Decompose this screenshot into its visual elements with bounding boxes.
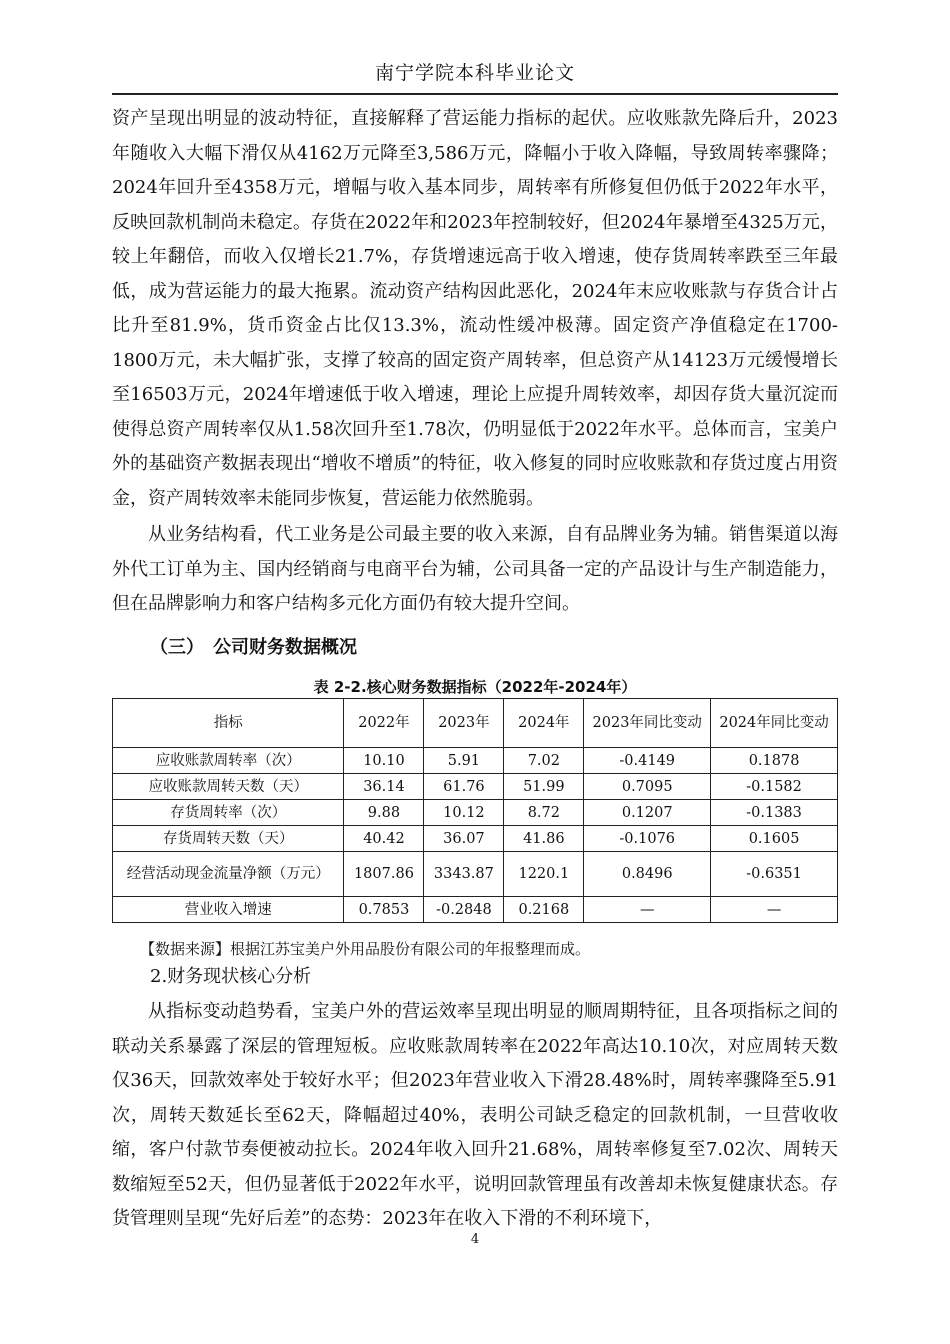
table-cell: 51.99 bbox=[504, 774, 584, 800]
table-caption: 表 2-2.核心财务数据指标（2022年-2024年） bbox=[313, 678, 637, 696]
table-cell: 0.1207 bbox=[584, 800, 711, 826]
section-heading: （三） 公司财务数据概况 bbox=[150, 637, 357, 658]
header-indicator: 指标 bbox=[113, 699, 344, 748]
table-cell: 36.14 bbox=[344, 774, 424, 800]
table-cell: -0.1383 bbox=[711, 800, 838, 826]
table-cell: 0.2168 bbox=[504, 897, 584, 923]
table-cell: -0.1582 bbox=[711, 774, 838, 800]
table-cell: -0.2848 bbox=[424, 897, 504, 923]
table-cell: 10.10 bbox=[344, 748, 424, 774]
table-cell: 0.7853 bbox=[344, 897, 424, 923]
table-row bbox=[113, 826, 838, 852]
page-header: 南宁学院本科毕业论文 bbox=[112, 58, 838, 95]
table-cell: -0.6351 bbox=[711, 852, 838, 897]
body-paragraph-3: 从指标变动趋势看，宝美户外的营运效率呈现出明显的顺周期特征，且各项指标之间的联动关系暴露了深层的管理短板。应收账款周转率在2022年高达10.10次，对应周转天数仅36天，回款效率处于较好水平；但2023年营业收入下滑28.48%时，周转率骤降至5.91次，周转天数延长至62天，降幅超过40%，表明公司缺乏稳定的回款机制，一旦营收收缩，客户付款节奏便被动拉长。2024年收入回升21.68%，周转率修复至7.02次、周转天数缩短至52天，但仍显著低于2022年水平，说明回款管理虽有改善却未恢复健康状态。存货管理则呈现“先好后差”的态势：2023年在收入下滑的不利环境下， bbox=[112, 1001, 838, 1229]
table-cell: — bbox=[711, 897, 838, 923]
table-cell: 存货周转天数（天） bbox=[113, 826, 344, 852]
table-row bbox=[113, 800, 838, 826]
subsection-heading: 2.财务现状核心分析 bbox=[150, 966, 312, 987]
table-cell: 存货周转率（次） bbox=[113, 800, 344, 826]
header-2024-yoy: 2024年同比变动 bbox=[711, 699, 838, 748]
header-2022: 2022年 bbox=[344, 699, 424, 748]
table-cell: 9.88 bbox=[344, 800, 424, 826]
table-cell: 1220.1 bbox=[504, 852, 584, 897]
table-cell: 36.07 bbox=[424, 826, 504, 852]
table-cell: 营业收入增速 bbox=[113, 897, 344, 923]
header-2023-yoy: 2023年同比变动 bbox=[584, 699, 711, 748]
table-cell: -0.4149 bbox=[584, 748, 711, 774]
table-cell: 0.1605 bbox=[711, 826, 838, 852]
body-paragraph-1: 资产呈现出明显的波动特征，直接解释了营运能力指标的起伏。应收账款先降后升，2023年随收入大幅下滑仅从4162万元降至3,586万元，降幅小于收入降幅，导致周转率骤降；2024年回升至4358万元，增幅与收入基本同步，周转率有所修复但仍低于2022年水平，反映回款机制尚未稳定。存货在2022年和2023年控制较好，但2024年暴增至4325万元，较上年翻倍，而收入仅增长21.7%，存货增速远高于收入增速，使存货周转率跌至三年最低，成为营运能力的最大拖累。流动资产结构因此恶化，2024年末应收账款与存货合计占比升至81.9%，货币资金占比仅13.3%，流动性缓冲极薄。固定资产净值稳定在1700-1800万元，未大幅扩张，支撑了较高的固定资产周转率，但总资产从14123万元缓慢增长至16503万元，2024年增速低于收入增速，理论上应提升周转效率，却因存货大量沉淀而使得总资产周转率仅从1.58次回升至1.78次，仍明显低于2022年水平。总体而言，宝美户外的基础资产数据表现出“增收不增质”的特征，收入修复的同时应收账款和存货过度占用资金，资产周转效率未能同步恢复，营运能力依然脆弱。 bbox=[112, 108, 838, 509]
table-row bbox=[113, 748, 838, 774]
table-cell: 0.8496 bbox=[584, 852, 711, 897]
table-cell: 1807.86 bbox=[344, 852, 424, 897]
table-cell: 61.76 bbox=[424, 774, 504, 800]
table-row bbox=[113, 897, 838, 923]
table-row bbox=[113, 774, 838, 800]
table-cell: 5.91 bbox=[424, 748, 504, 774]
header-2024: 2024年 bbox=[504, 699, 584, 748]
table-source-note: 【数据来源】根据江苏宝美户外用品股份有限公司的年报整理而成。 bbox=[140, 940, 591, 958]
body-paragraph-2: 从业务结构看，代工业务是公司最主要的收入来源，自有品牌业务为辅。销售渠道以海外代工订单为主、国内经销商与电商平台为辅，公司具备一定的产品设计与生产制造能力，但在品牌影响力和客户结构多元化方面仍有较大提升空间。 bbox=[112, 524, 838, 614]
table-cell: 10.12 bbox=[424, 800, 504, 826]
financial-table bbox=[112, 698, 838, 923]
table-header-row bbox=[113, 699, 838, 748]
page-number: 4 bbox=[470, 1232, 480, 1247]
header-2023: 2023年 bbox=[424, 699, 504, 748]
table-cell: 40.42 bbox=[344, 826, 424, 852]
table-cell: 0.7095 bbox=[584, 774, 711, 800]
table-cell: 3343.87 bbox=[424, 852, 504, 897]
table-cell: 0.1878 bbox=[711, 748, 838, 774]
table-cell: 8.72 bbox=[504, 800, 584, 826]
table-cell: 41.86 bbox=[504, 826, 584, 852]
table-cell: 7.02 bbox=[504, 748, 584, 774]
table-row bbox=[113, 852, 838, 897]
table-cell: 应收账款周转天数（天） bbox=[113, 774, 344, 800]
table-cell: 应收账款周转率（次） bbox=[113, 748, 344, 774]
table-cell: — bbox=[584, 897, 711, 923]
table-cell: -0.1076 bbox=[584, 826, 711, 852]
table-cell: 经营活动现金流量净额（万元） bbox=[113, 852, 344, 897]
